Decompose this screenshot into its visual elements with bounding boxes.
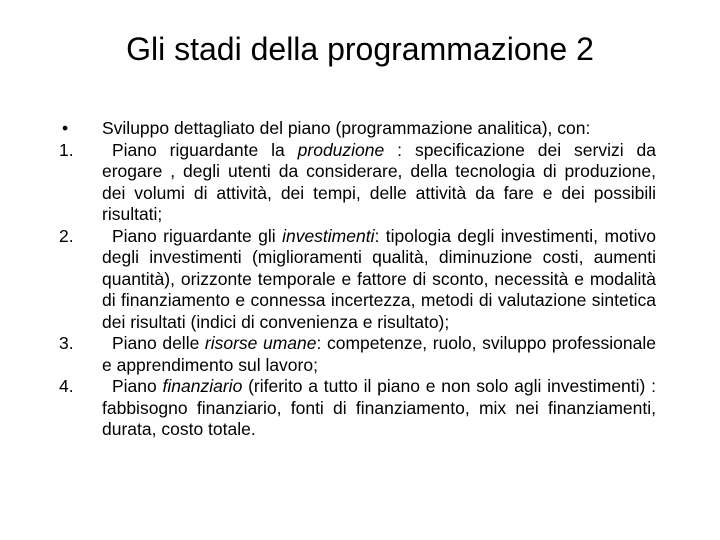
number-marker: 3.: [59, 333, 74, 353]
list-item-1: [56, 140, 656, 226]
list-item-4: [56, 376, 656, 441]
list-item-text: [102, 226, 656, 334]
intro-text: Sviluppo dettagliato del piano (programmazione analitica), con:: [102, 118, 591, 138]
item-emphasis: risorse umane: [204, 333, 317, 353]
number-marker: 2.: [59, 225, 74, 246]
content-list: [56, 118, 656, 441]
list-item-text: [102, 140, 656, 226]
list-item-text: [102, 118, 656, 140]
item-rest: : competenze, ruolo, sviluppo professionale e apprendimento sul lavoro;: [102, 333, 656, 375]
item-emphasis: finanziario: [162, 376, 243, 396]
list-item-intro: [56, 118, 656, 140]
item-emphasis: produzione: [297, 139, 385, 160]
item-lead: Piano riguardante la: [112, 139, 298, 160]
list-item-text: [102, 333, 656, 376]
number-marker: 4.: [59, 376, 74, 396]
item-emphasis: investimenti: [282, 225, 375, 246]
bullet-marker: •: [62, 118, 69, 138]
item-lead: Piano delle: [112, 333, 205, 353]
number-marker: 1.: [59, 139, 74, 160]
item-lead: Piano riguardante gli: [112, 225, 283, 246]
list-item-3: [56, 333, 656, 376]
item-rest: : specificazione dei servizi da erogare , degli utenti da considerare, della tecnologia di produzione, dei volumi di attività, dei tempi, delle attività da fare e dei possibili risultati;: [102, 139, 657, 224]
slide-title: Gli stadi della programmazione 2: [126, 31, 594, 67]
list-item-2: [56, 226, 656, 334]
list-item-text: [102, 376, 656, 441]
item-lead: Piano: [112, 376, 163, 396]
item-rest: (riferito a tutto il piano e non solo agli investimenti) : fabbisogno finanziario, fonti di finanziamento, mix nei finanziamenti, durata, costo totale.: [102, 376, 656, 439]
item-rest: : tipologia degli investimenti, motivo degli investimenti (miglioramenti qualità, diminuzione costi, aumenti quantità), orizzonte temporale e fattore di sconto, necessità e modalità di finanziamento e connessa incertezza, metodi di valutazione sintetica dei risultati (indici di convenienza e risultato);: [102, 225, 657, 332]
